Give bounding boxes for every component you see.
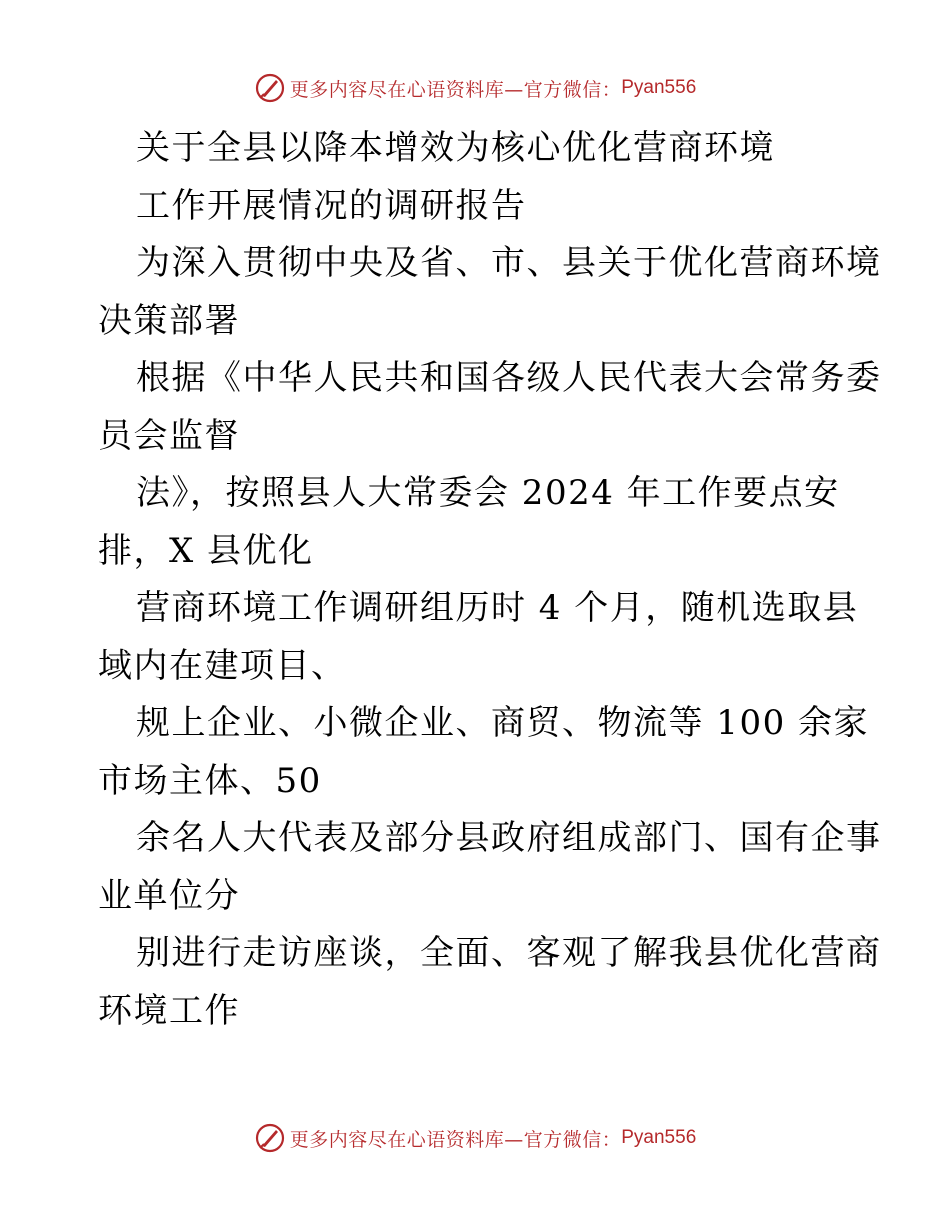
paragraph-line: 环境工作 <box>98 990 240 1031</box>
paragraph-line: 域内在建项目、 <box>98 645 347 686</box>
footer-watermark <box>0 1122 950 1154</box>
paragraph-line: 营商环境工作调研组历时 4 个月，随机选取县 <box>136 588 859 628</box>
title-line-1: 关于全县以降本增效为核心优化营商环境 <box>136 128 775 168</box>
watermark-text: 更多内容尽在心语资料库—官方微信： <box>289 1128 622 1151</box>
paragraph-line: 决策部署 <box>98 300 240 341</box>
paragraph-line: 排，X 县优化 <box>98 530 314 571</box>
quill-circle-logo-icon <box>254 72 286 104</box>
watermark-text: 更多内容尽在心语资料库—官方微信： <box>289 78 622 101</box>
paragraph-line: 根据《中华人民共和国各级人民代表大会常务委 <box>136 358 882 398</box>
watermark-wechat-id: Pyan556 <box>621 77 697 98</box>
paragraph-line: 余名人大代表及部分县政府组成部门、国有企事 <box>136 818 882 858</box>
watermark-wechat-id: Pyan556 <box>621 1127 697 1148</box>
paragraph-line: 市场主体、50 <box>98 760 322 801</box>
header-watermark <box>0 72 950 104</box>
document-body <box>98 120 882 1040</box>
quill-circle-logo-icon <box>254 1122 286 1154</box>
title-line-2: 工作开展情况的调研报告 <box>136 185 527 226</box>
paragraph-line: 为深入贯彻中央及省、市、县关于优化营商环境 <box>136 243 882 283</box>
paragraph-line: 法》，按照县人大常委会 2024 年工作要点安 <box>136 473 840 513</box>
paragraph-line: 员会监督 <box>98 415 240 456</box>
paragraph-line: 别进行走访座谈，全面、客观了解我县优化营商 <box>136 933 882 973</box>
paragraph-line: 规上企业、小微企业、商贸、物流等 100 余家 <box>136 703 870 743</box>
paragraph-line: 业单位分 <box>98 875 240 916</box>
